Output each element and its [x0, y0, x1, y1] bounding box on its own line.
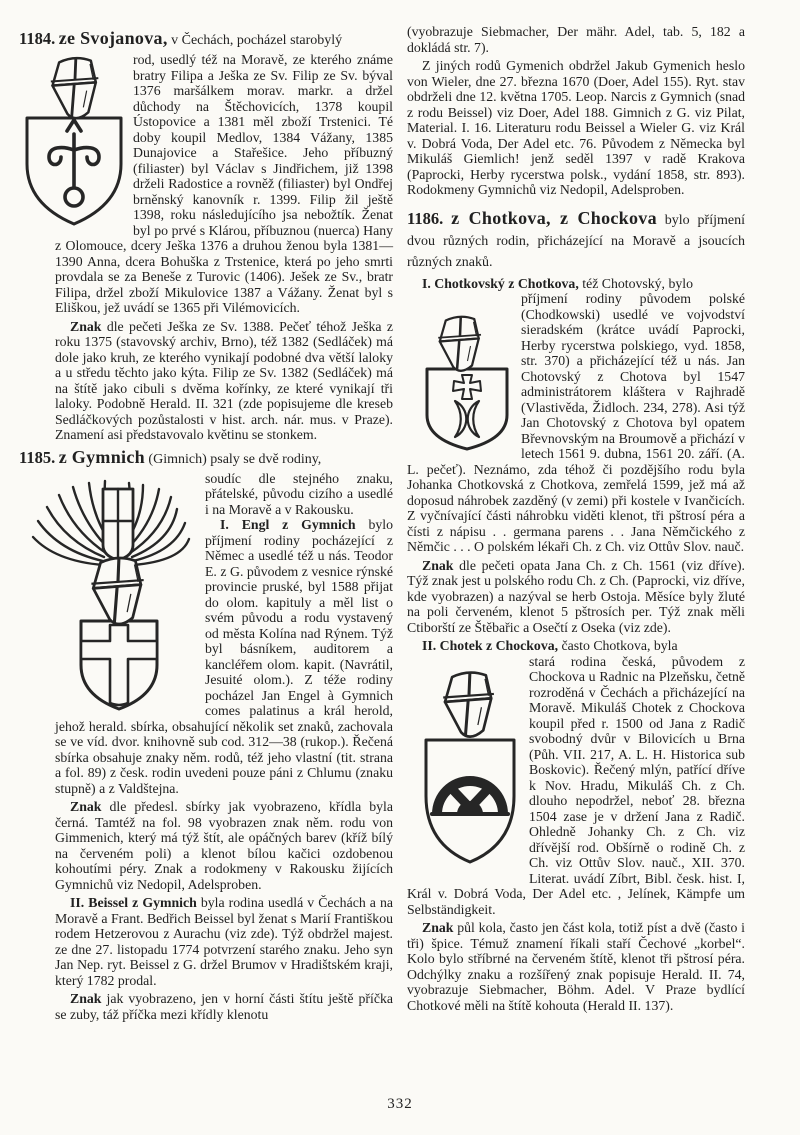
entry-1186-section2-lead: II. Chotek z Chockova, často Chotkova, byla — [422, 638, 678, 653]
gymnich-coat-of-arms — [25, 473, 195, 713]
entry-1185-znak2-paragraph: Znak jak vyobrazeno, jen v horní části štítu ještě příčka se zuby, táž příčka mezi křídly klenotu — [55, 991, 394, 1022]
znak-label: Znak — [70, 318, 102, 334]
page-number: 332 — [387, 1096, 413, 1112]
family-name: z Chotkova, z Chockova — [451, 207, 657, 228]
entry-1184-znak-paragraph: Znak dle pečeti Ješka ze Sv. 1388. Pečeť téhož Ješka z roku 1375 (stavovský archiv, Brno), též 1382 (Sedláček) má dole jako kruh, ze kterého vynikají podobné dva větší laloky a u středu těchto jako kýta. Filip ze Sv. 1382 (Sedláček) má na štítě jako cibuli s dvěma kořínky, ze které vynikají tři laloky. Podobně Herald. II. 321 (zde popisujeme dle kreseb Sedláčkových pozůstalosti v hist. arch. nár. mus. v Praze). Znamení asi představovalo květinu se stonkem. — [55, 318, 393, 442]
svojanov-coat-of-arms — [21, 54, 125, 230]
section-label: II. Beissel z Gymnich — [70, 895, 197, 910]
entry-1186-znak1-paragraph: Znak dle pečeti opata Jana Ch. z Ch. 1561 (viz dříve). Týž znak jest u polského rodu Ch. z Ch. (Paprocki, viz dříve, kde vyobrazen) a nazýval se herb Ostoja. Měsíce byly žluté na poli červeném, klenot 5 pštrosích per. Týž znak měli Ctiborští ze Štěbařic a Osečtí z Oseka (viz zde). — [407, 557, 745, 635]
entry-1186-section2-body: stará rodina česká, původem z Chockova u Radnic na Plzeňsku, četně rozroděná v Čechách a přicházející na Moravě. Mikuláš Chotek z Chockova koupil před r. 1500 od Jana z Radič svobodný dvůr v Bilovicích u Brna (Půh. VII. 217, A. L. H. Historica sub Boskovic). Řečený mlýn, patřící dříve k Nov. Hradu, Mikuláš Ch. z Ch. dlouho nepodržel, neboť 28. března 1504 zase je v držení Jana z Radič. Ohledně Johanky Ch. z Ch. viz dřívější rod. Obšírně o rodině Ch. z Ch. viz Ottův Slov. nauč., XII. 370. Literat. uvádí Zíbrt, Bibl. česk. hist. I, Král v. Dobrá Voda, Der Adel etc. , Jelínek, Kämpfe um Selbständigkeit. — [407, 653, 745, 917]
section-label: II. Chotek z Chockova, — [422, 638, 559, 653]
heading-rest: v Čechách, pocházel starobylý — [171, 33, 343, 48]
entry-1185-section1: I. Engl z Gymnich bylo příjmení rodiny pocházející z Němec a usedlé též u nás. Teodor E. z G. původem z vesnice rýnské provincie pruské, byl 1588 přijat do olom. kapituly a měl list o svém původu a rodu vystavený od města Kolína nad Rýnem. Týž byl básníkem, auditorem a kancléřem olom. kapit. (Navrátil, Jesuité olom.). Z téže rodiny pocházel Jan Engel à Gymnich comes palatinus a král herold, jehož herald. sbírka, obsahující několik set znaků, zachovala se ve víd. dvor. knihovně sub cod. 312—38 (rukop.). Řečená sbírka obsahuje znaky něm. rodů, též jeho vlastní (tit. strana a fol. 89) z česk. rodin uvedeni pouze páni z Chlumu (znaku stupně) a z Valdštejna. — [55, 517, 393, 796]
heading-rest: (Gimnich) psaly se dvě rodiny, — [148, 451, 322, 467]
heading-rest: bylo příjmení dvou různých rodin, přicházející na Moravě a jsoucích různých znaků. — [407, 212, 745, 270]
entry-1186-section1-lead: I. Chotkovský z Chotkova, též Chotovský, bylo — [422, 275, 693, 291]
great-helm-icon — [51, 58, 98, 118]
znak-label: Znak — [422, 920, 454, 935]
entry-number: 1184. — [19, 29, 56, 48]
great-helm-icon — [443, 672, 494, 736]
entry-1185-extra-paragraph: Z jiných rodů Gymenich obdržel Jakub Gymenich heslo von Wieler, dne 27. března 1670 (Doer, Adel 155). Ryt. stav obdrželi dne 12. května 1705. Leop. Narcis z Gymnich (snad z rodu Beissel) viz Doer, Adel 188. Gimnich z G. viz Pilat, Material. I. 16. Literaturu rodu Beissel a Wieler G. viz Král v. Dobrá Voda, Der Adel etc. 76. Původem z Německa byl Mikuláš Giemlich! jenž seděl 1397 v radě Krakova (Paprocki, Herby rycerstwa polsk., vydání 1858, str. 893). Rodokmeny Gymnichů viz Nedopil, Adelsproben. — [407, 58, 745, 197]
znak-label: Znak — [70, 991, 102, 1006]
chotkovsky-coat-of-arms — [423, 293, 511, 453]
entry-1186-znak2-paragraph: Znak půl kola, často jen část kola, totiž píst a dvě (často i tři) špice. Témuž znamení říkali staří Čechové „korbel“. Kolo bylo stříbrné na červeném štítě, klenot tři pštrosí péra. Odchýlky znaku a rozšířený znak popisuje Herald. II. 74, vyobrazuje Siebmacher, Böhm. Adel. V Praze bydlící Chotkové měli na štítě kohouta (Herald II. 137). — [407, 920, 745, 1013]
section-label: I. Engl z Gymnich — [220, 517, 356, 532]
entry-1185-continuation: (vyobrazuje Siebmacher, Der mähr. Adel, tab. 5, 182 a dokládá str. 7). — [407, 24, 745, 55]
family-name: z Gymnich — [58, 446, 145, 467]
great-helm-icon — [91, 558, 143, 624]
entry-1185-section2: II. Beissel z Gymnich byla rodina usedlá v Čechách a na Moravě a Frant. Bedřich Beissel byl ženat s Marií Františkou rodem Hetzerovou z Aurachu (viz zde). Týž obdržel majest. ze dne 27. listopadu 1774 potvrzení starého znaku. Jeho syn Jan Nep. ryt. Beissel z G. držel Brumov v Hradištském kraji, který 1782 prodal. — [55, 895, 393, 988]
great-helm-icon — [438, 317, 481, 371]
entry-1184-body: rod, usedlý též na Moravě, ze kterého známe bratry Filipa a Ješka ze Sv. Filip ze Sv. býval 1376 maršálkem morav. markr. a držel důchody na Štěchovicích, 1378 koupil Ústopovice a 1381 měl zboží Trstenici. Té doby koupil Medlov, 1384 Vážany, 1385 Dunajovice a Stařešice. Jeho příbuzný (filiaster) byl Václav s Jindřichem, již 1398 drželi Radostice a rovněž (filiaster) byl Ondřej brněnský kanovník r. 1399. Filip žil ještě 1398, roku následujícího jsa nebožtík. Ženat byl po prvé s Klárou, příbuznou (nuerca) Hany z Olomouce, dcery Ješka 1376 a druhou ženou byla 1381—1390 Anna, dcera Bohuška z Trstenice, která po jeho smrti provdala se za Beneše z Turovic (1406). Ješek ze Sv., bratr Filipa, držel zboží Mikulovice 1387 a Vážany. Ženat byl s Eliškou, jež uvádí se 1365 při Vilémovicích. — [55, 52, 393, 316]
entry-1185-znak1-paragraph: Znak dle předesl. sbírky jak vyobrazeno, křídla byla černá. Tamtéž na fol. 98 vyobrazen znak něm. rodu von Gimmenich, který má týž štít, ale opáčných barev (kříž bílý na červeném poli) a klenot bílou kačici ozdobenou kohoutími péry. Znak a rodokmeny v Rakousku žijících Gymnichů viz Nedopil, Adelsproben. — [55, 799, 393, 892]
entry-number: 1185. — [19, 447, 56, 467]
entry-1185-body: soudíc dle stejného znaku, přátelské, původu cizího a usedlé i na Moravě a v Rakousku. — [55, 471, 393, 518]
entry-1184-heading — [19, 28, 393, 51]
family-name: ze Svojanova, — [58, 28, 168, 48]
znak-label: Znak — [70, 799, 102, 814]
chotek-coat-of-arms — [421, 656, 519, 880]
left-column — [19, 24, 394, 1022]
entry-1186-section1-body: příjmení rodiny původem polské (Chodkowski) usedlé ve vojvodství sieradském (krátce uvádí Paprocki, Herby rycerstwa polskiego, vyd. 1858, str. 370) a přicházející též u nás. Jan Chotovský z Chotova byl 1547 administrátorem kláštera v Rajhradě (Vlastivěda, Židloch. 234, 278). Asi týž Jan Chotovský z Chotova byl opatem Břevnovským na Broumově a přichází v letech 1561 9. dubna, 1561 20. září. (A. L. pečeť). Neznámo, zda téhož či pozdějšího rodu byla Johanka Chotkovská z Chotkova, zemřelá 1599, jež má až doposud náhrobek zazděný (v zemi) při kostele v Ivančicích. Z vyčnívající části náhrobku viděti klenot, tři pštrosí péra a čísti z nápisu . . germana parens . . Jana Němčického z Němčic . . . O polském lékaři Ch. z Ch. viz Ottův Slov. nauč. — [407, 291, 745, 554]
entry-number: 1186. — [407, 208, 444, 228]
section-label: I. Chotkovský z Chotkova, — [422, 275, 579, 291]
entry-1185-heading — [19, 447, 393, 470]
entry-1186-heading — [407, 208, 745, 273]
znak-label: Znak — [422, 557, 454, 573]
right-column — [407, 24, 745, 1022]
